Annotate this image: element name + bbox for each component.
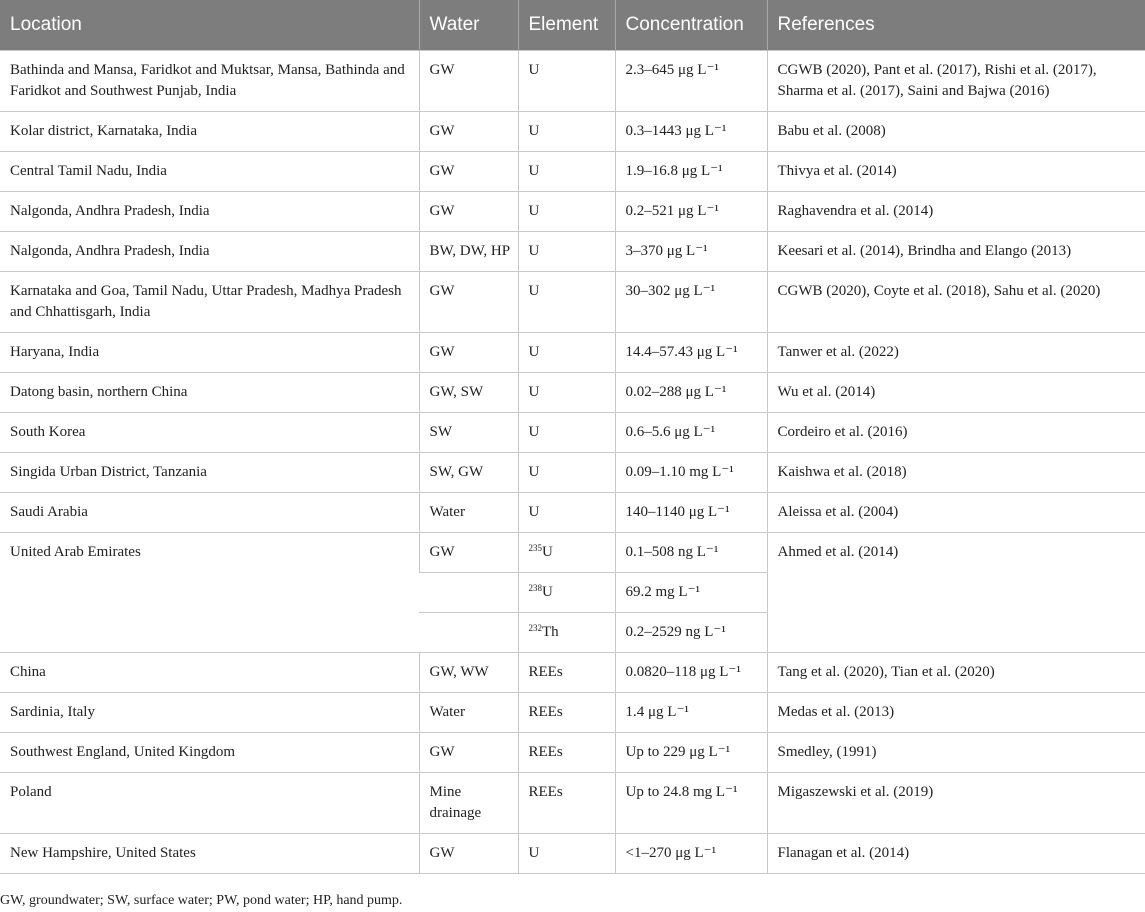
cell-water: GW, WW (419, 652, 518, 692)
table-row (0, 111, 1145, 151)
cell-concentration: 0.0820–118 μg L⁻¹ (615, 652, 767, 692)
cell-element (518, 572, 615, 612)
cell-location: China (0, 652, 419, 692)
cell-element: U (518, 151, 615, 191)
cell-concentration: 140–1140 μg L⁻¹ (615, 492, 767, 532)
table-header (0, 0, 1145, 50)
cell-references: CGWB (2020), Pant et al. (2017), Rishi et al. (2017), Sharma et al. (2017), Saini and Bajwa (2016) (767, 50, 1145, 111)
table-row (0, 151, 1145, 191)
isotope-number: 235 (528, 542, 542, 553)
cell-water: GW (419, 111, 518, 151)
header-references: References (767, 0, 1145, 50)
header-concentration: Concentration (615, 0, 767, 50)
cell-water: GW (419, 271, 518, 332)
cell-element (518, 532, 615, 572)
cell-location: Haryana, India (0, 332, 419, 372)
cell-water: GW (419, 532, 518, 572)
element-symbol: Th (542, 623, 559, 640)
cell-water: Water (419, 492, 518, 532)
table-row (0, 833, 1145, 873)
table-row (0, 271, 1145, 332)
cell-location: Bathinda and Mansa, Faridkot and Muktsar, Mansa, Bathinda and Faridkot and Southwest Punjab, India (0, 50, 419, 111)
table-row (0, 412, 1145, 452)
cell-location: Southwest England, United Kingdom (0, 732, 419, 772)
cell-location: United Arab Emirates (0, 532, 419, 652)
table-row (0, 772, 1145, 833)
cell-water: GW (419, 833, 518, 873)
cell-water: GW (419, 50, 518, 111)
cell-element: REEs (518, 652, 615, 692)
cell-water: GW, SW (419, 372, 518, 412)
cell-element: U (518, 833, 615, 873)
cell-references: Tang et al. (2020), Tian et al. (2020) (767, 652, 1145, 692)
cell-concentration: 69.2 mg L⁻¹ (615, 572, 767, 612)
cell-water: GW (419, 732, 518, 772)
cell-location: Datong basin, northern China (0, 372, 419, 412)
cell-concentration: 0.3–1443 μg L⁻¹ (615, 111, 767, 151)
cell-concentration: 0.1–508 ng L⁻¹ (615, 532, 767, 572)
cell-concentration: 0.2–2529 ng L⁻¹ (615, 612, 767, 652)
cell-location: Karnataka and Goa, Tamil Nadu, Uttar Pradesh, Madhya Pradesh and Chhattisgarh, India (0, 271, 419, 332)
cell-water (419, 612, 518, 652)
cell-concentration: <1–270 μg L⁻¹ (615, 833, 767, 873)
cell-element: REEs (518, 692, 615, 732)
cell-element: U (518, 332, 615, 372)
cell-element: U (518, 372, 615, 412)
cell-element: U (518, 492, 615, 532)
header-water: Water (419, 0, 518, 50)
cell-water: Mine drainage (419, 772, 518, 833)
cell-concentration: 1.4 μg L⁻¹ (615, 692, 767, 732)
cell-concentration: 2.3–645 μg L⁻¹ (615, 50, 767, 111)
cell-concentration: 14.4–57.43 μg L⁻¹ (615, 332, 767, 372)
cell-concentration: 0.09–1.10 mg L⁻¹ (615, 452, 767, 492)
cell-references: Raghavendra et al. (2014) (767, 191, 1145, 231)
cell-location: Central Tamil Nadu, India (0, 151, 419, 191)
cell-references: Babu et al. (2008) (767, 111, 1145, 151)
cell-element: U (518, 111, 615, 151)
table-row (0, 532, 1145, 572)
table-row (0, 652, 1145, 692)
element-symbol: U (542, 543, 553, 560)
cell-references: Cordeiro et al. (2016) (767, 412, 1145, 452)
cell-element: U (518, 412, 615, 452)
cell-references: Ahmed et al. (2014) (767, 532, 1145, 652)
cell-water: Water (419, 692, 518, 732)
cell-references: CGWB (2020), Coyte et al. (2018), Sahu et al. (2020) (767, 271, 1145, 332)
table-row (0, 332, 1145, 372)
table-row (0, 732, 1145, 772)
cell-water (419, 572, 518, 612)
cell-concentration: 0.2–521 μg L⁻¹ (615, 191, 767, 231)
cell-location: Nalgonda, Andhra Pradesh, India (0, 191, 419, 231)
cell-water: GW (419, 191, 518, 231)
table-row (0, 191, 1145, 231)
cell-location: New Hampshire, United States (0, 833, 419, 873)
table-row (0, 231, 1145, 271)
cell-location: Sardinia, Italy (0, 692, 419, 732)
cell-concentration: 30–302 μg L⁻¹ (615, 271, 767, 332)
cell-concentration: Up to 229 μg L⁻¹ (615, 732, 767, 772)
cell-location: South Korea (0, 412, 419, 452)
cell-water: SW, GW (419, 452, 518, 492)
cell-location: Saudi Arabia (0, 492, 419, 532)
cell-location: Singida Urban District, Tanzania (0, 452, 419, 492)
cell-element: U (518, 271, 615, 332)
cell-references: Keesari et al. (2014), Brindha and Elango (2013) (767, 231, 1145, 271)
cell-location: Nalgonda, Andhra Pradesh, India (0, 231, 419, 271)
table-row (0, 372, 1145, 412)
cell-water: SW (419, 412, 518, 452)
cell-concentration: 0.6–5.6 μg L⁻¹ (615, 412, 767, 452)
cell-references: Kaishwa et al. (2018) (767, 452, 1145, 492)
isotope-number: 238 (528, 582, 542, 593)
cell-element: REEs (518, 772, 615, 833)
cell-element: U (518, 50, 615, 111)
cell-references: Aleissa et al. (2004) (767, 492, 1145, 532)
cell-concentration: 1.9–16.8 μg L⁻¹ (615, 151, 767, 191)
cell-water: GW (419, 151, 518, 191)
cell-concentration: 0.02–288 μg L⁻¹ (615, 372, 767, 412)
cell-element: REEs (518, 732, 615, 772)
cell-element (518, 612, 615, 652)
table-footnote: GW, groundwater; SW, surface water; PW, pond water; HP, hand pump. (0, 893, 403, 908)
cell-location: Kolar district, Karnataka, India (0, 111, 419, 151)
cell-element: U (518, 191, 615, 231)
header-row (0, 0, 1145, 50)
cell-references: Migaszewski et al. (2019) (767, 772, 1145, 833)
cell-references: Thivya et al. (2014) (767, 151, 1145, 191)
cell-concentration: Up to 24.8 mg L⁻¹ (615, 772, 767, 833)
cell-references: Smedley, (1991) (767, 732, 1145, 772)
table-row (0, 50, 1145, 111)
cell-references: Flanagan et al. (2014) (767, 833, 1145, 873)
cell-location: Poland (0, 772, 419, 833)
table-row (0, 692, 1145, 732)
table-row (0, 452, 1145, 492)
header-location: Location (0, 0, 419, 50)
isotope-number: 232 (528, 622, 542, 633)
cell-concentration: 3–370 μg L⁻¹ (615, 231, 767, 271)
element-symbol: U (542, 583, 553, 600)
cell-references: Tanwer et al. (2022) (767, 332, 1145, 372)
table-row (0, 492, 1145, 532)
cell-element: U (518, 231, 615, 271)
table-body (0, 50, 1145, 873)
cell-water: BW, DW, HP (419, 231, 518, 271)
header-element: Element (518, 0, 615, 50)
cell-references: Medas et al. (2013) (767, 692, 1145, 732)
cell-references: Wu et al. (2014) (767, 372, 1145, 412)
cell-water: GW (419, 332, 518, 372)
cell-element: U (518, 452, 615, 492)
